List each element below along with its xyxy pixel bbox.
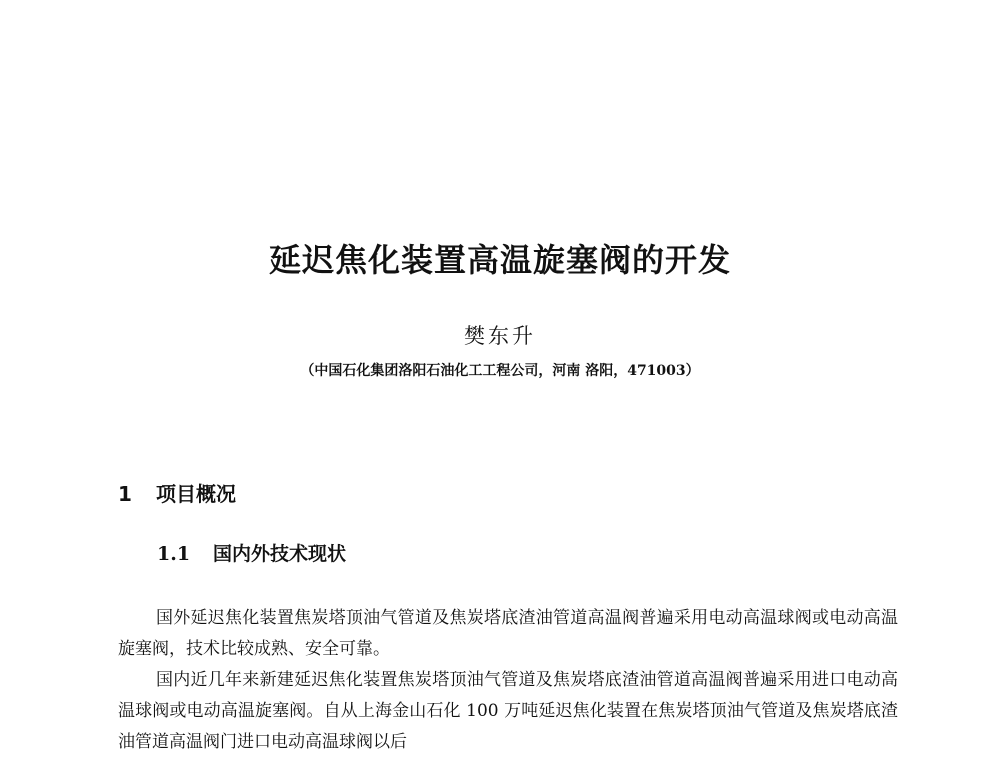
body-paragraph: 国内近几年来新建延迟焦化装置焦炭塔顶油气管道及焦炭塔底渣油管道高温阀普遍采用进口电动高温球阀或电动高温旋塞阀。自从上海金山石化 100 万吨延迟焦化装置在焦炭塔顶油气管道及焦炭塔底渣油管道高温阀门进口电动高温球阀以后 [118,670,898,752]
body-paragraph: 国外延迟焦化装置焦炭塔顶油气管道及焦炭塔底渣油管道高温阀普遍采用电动高温球阀或电动高温旋塞阀，技术比较成熟、安全可靠。 [118,608,898,659]
subsection-heading-1-1 [157,540,346,568]
section-title: 项目概况 [156,482,236,506]
paper-title: 延迟焦化装置高温旋塞阀的开发 [268,241,731,279]
author-affiliation: （中国石化集团洛阳石油化工工程公司，河南 洛阳，471003） [300,363,700,379]
section-number: 1 [118,482,132,506]
subsection-title: 国内外技术现状 [213,543,347,565]
paper-author: 樊东升 [464,324,536,348]
subsection-number: 1.1 [157,543,191,565]
section-heading-1 [118,480,236,508]
